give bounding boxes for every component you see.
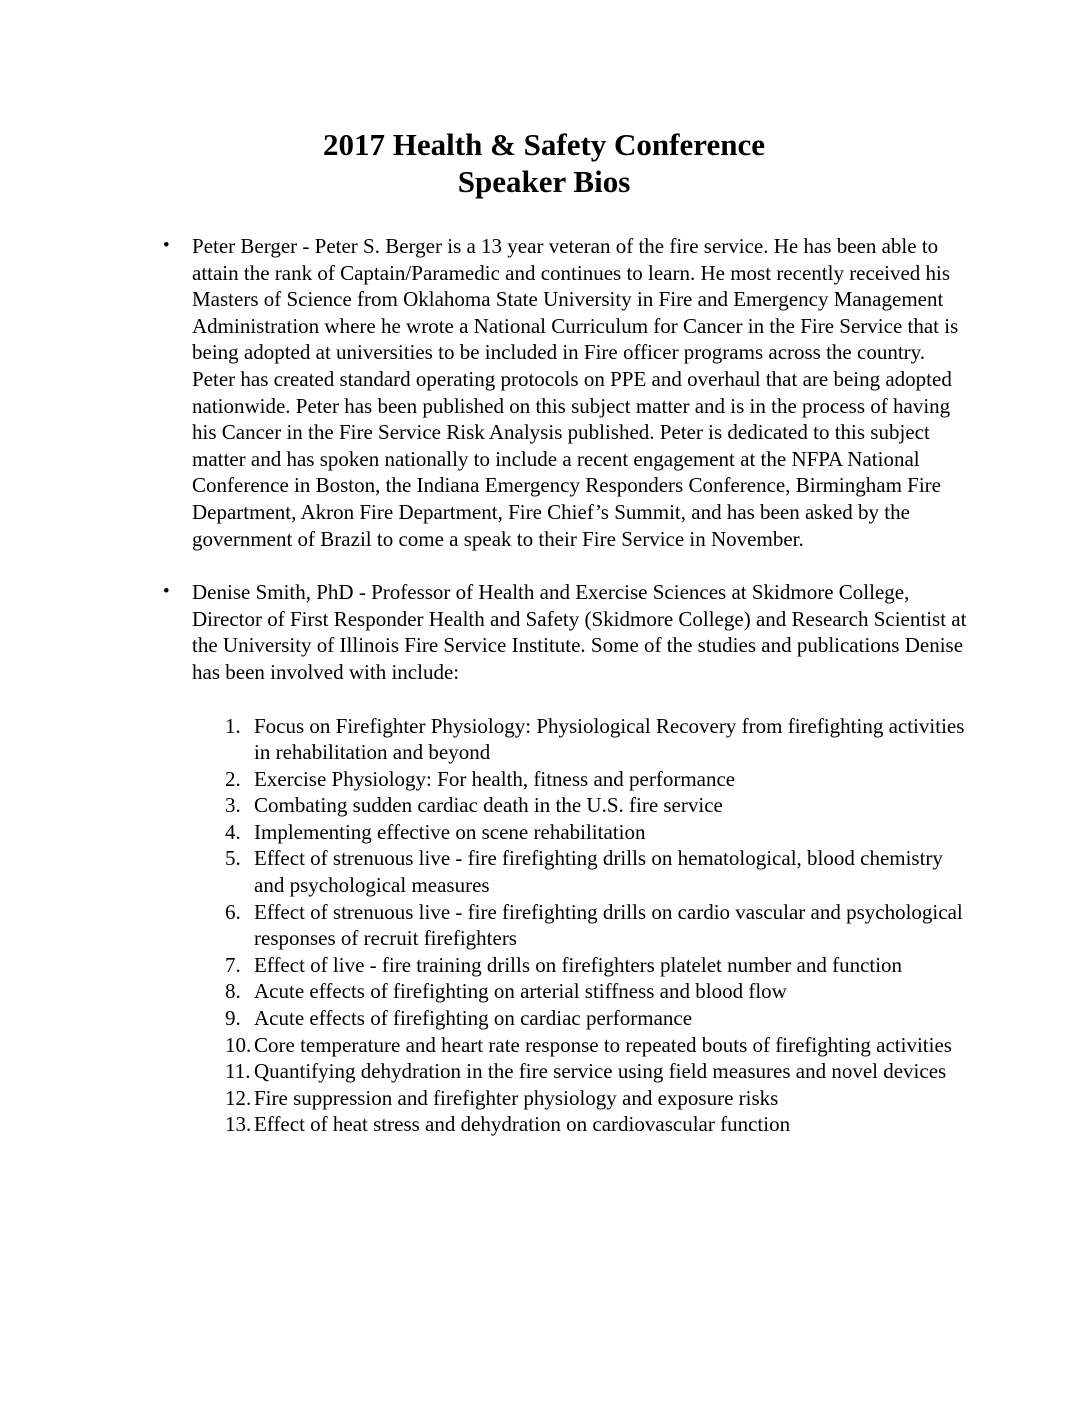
publication-text: Effect of live - fire training drills on firefighters platelet number and function	[254, 952, 903, 977]
publication-item-12	[225, 1085, 969, 1112]
publication-text: Acute effects of firefighting on arterial stiffness and blood flow	[254, 979, 787, 1004]
publication-text: Fire suppression and firefighter physiology and exposure risks	[254, 1085, 779, 1110]
publication-number: 12.	[225, 1085, 252, 1110]
publication-item-1	[225, 713, 969, 766]
publication-text: Effect of strenuous live - fire firefighting drills on cardio vascular and psychological responses of recruit firefighters	[254, 899, 963, 951]
publication-item-10	[225, 1032, 969, 1059]
publication-number: 3.	[225, 793, 241, 818]
publication-item-13	[225, 1111, 969, 1138]
publication-number: 8.	[225, 979, 241, 1004]
publication-number: 10.	[225, 1032, 252, 1057]
publication-text: Core temperature and heart rate response to repeated bouts of firefighting activities	[254, 1032, 952, 1057]
publication-text: Exercise Physiology: For health, fitness and performance	[254, 766, 736, 791]
publication-number: 2.	[225, 766, 241, 791]
publication-item-5	[225, 845, 969, 898]
document-title	[0, 0, 1088, 200]
publication-text: Effect of strenuous live - fire firefighting drills on hematological, blood chemistry and psychological measures	[254, 846, 943, 898]
publication-item-4	[225, 819, 969, 846]
publication-number: 9.	[225, 1006, 241, 1031]
publication-item-3	[225, 792, 969, 819]
publication-item-7	[225, 952, 969, 979]
publication-item-6	[225, 899, 969, 952]
bullet-icon: •	[163, 581, 170, 603]
publication-number: 1.	[225, 713, 241, 738]
peter-berger-bio-text: Peter Berger - Peter S. Berger is a 13 year veteran of the fire service. He has been able to attain the rank of Captain/Paramedic and continues to learn. He most recently received his Masters of Science from Oklahoma State University in Fire and Emergency Management Administration where he wrote a National Curriculum for Cancer in the Fire Service that is being adopted at universities to be included in Fire officer programs across the country. Peter has created standard operating protocols on PPE and overhaul that are being adopted nationwide. Peter has been published on this subject matter and is in the process of having his Cancer in the Fire Service Risk Analysis published. Peter is dedicated to this subject matter and has spoken nationally to include a recent engagement at the NFPA National Conference in Boston, the Indiana Emergency Responders Conference, Birmingham Fire Department, Akron Fire Department, Fire Chief’s Summit, and has been asked by the government of Brazil to come a speak to their Fire Service in November.	[192, 234, 959, 551]
publication-text: Combating sudden cardiac death in the U.S. fire service	[254, 793, 723, 818]
publication-item-9	[225, 1005, 969, 1032]
publication-number: 13.	[225, 1112, 252, 1137]
publication-number: 7.	[225, 952, 241, 977]
bullet-icon: •	[163, 235, 170, 256]
publication-item-8	[225, 978, 969, 1005]
publication-number: 6.	[225, 899, 241, 924]
publication-item-2	[225, 766, 969, 793]
publication-number: 4.	[225, 819, 241, 844]
speaker-bio-peter-berger	[163, 233, 973, 552]
document-body	[163, 233, 973, 1138]
publication-text: Effect of heat stress and dehydration on cardiovascular function	[254, 1112, 791, 1137]
title-line-1: 2017 Health & Safety Conference	[323, 127, 765, 162]
publication-text: Quantifying dehydration in the fire service using field measures and novel devices	[254, 1059, 947, 1084]
publication-list	[225, 713, 969, 1139]
denise-smith-intro-text: Denise Smith, PhD - Professor of Health and Exercise Sciences at Skidmore College, Director of First Responder Health and Safety (Skidmore College) and Research Scientist at the University of Illinois Fire Service Institute. Some of the studies and publications Denise has been involved with include:	[192, 580, 967, 684]
publication-number: 5.	[225, 846, 241, 871]
publication-item-11	[225, 1058, 969, 1085]
title-line-2: Speaker Bios	[457, 164, 631, 199]
publication-text: Focus on Firefighter Physiology: Physiological Recovery from firefighting activities in rehabilitation and beyond	[254, 713, 965, 765]
speaker-bio-denise-smith	[163, 579, 973, 1138]
publication-text: Implementing effective on scene rehabilitation	[254, 819, 646, 844]
publication-number: 11.	[225, 1059, 251, 1084]
publication-text: Acute effects of firefighting on cardiac performance	[254, 1006, 693, 1031]
